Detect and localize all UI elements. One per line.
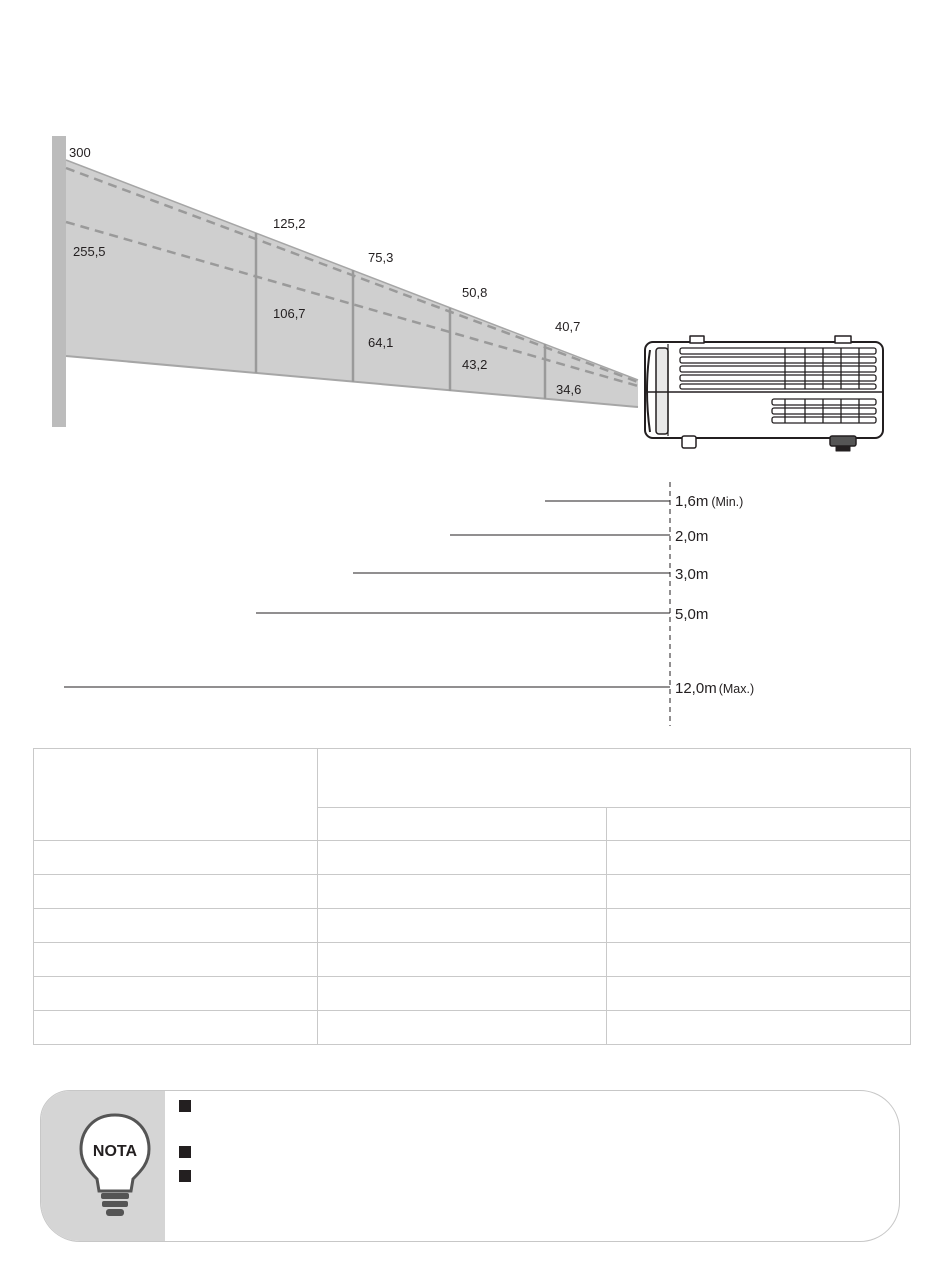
table-header-cell <box>318 749 911 808</box>
table-row <box>34 977 911 1011</box>
table-subheader-cell <box>318 808 607 841</box>
table-header-cell <box>34 749 318 841</box>
size-label-max: 50,8 <box>462 285 488 300</box>
table-row <box>34 1011 911 1045</box>
size-label-min: 255,5 <box>73 244 106 259</box>
size-label-min: 106,7 <box>273 306 306 321</box>
distance-label: 1,6m (Min.) <box>675 493 744 510</box>
size-label-min: 34,6 <box>556 382 582 397</box>
table-row <box>34 943 911 977</box>
note-label: NOTA <box>92 1143 138 1160</box>
distance-label: 12,0m (Max.) <box>675 680 755 697</box>
size-label-max: 125,2 <box>273 216 306 231</box>
distance-label: 2,0m <box>675 528 709 545</box>
size-label-max: 75,3 <box>368 250 394 265</box>
table-row <box>34 841 911 875</box>
size-label-max: 300 <box>69 145 91 160</box>
table-row <box>34 909 911 943</box>
note-bullet <box>179 1170 191 1182</box>
note-bullet <box>179 1146 191 1158</box>
note-sidebar <box>41 1091 165 1241</box>
projector-illustration <box>645 336 883 451</box>
lightbulb-note-icon <box>77 1111 153 1221</box>
size-label-min: 43,2 <box>462 357 488 372</box>
table-subheader-cell <box>607 808 911 841</box>
table-row <box>34 875 911 909</box>
distance-label: 3,0m <box>675 566 709 583</box>
projection-spec-table <box>33 748 911 1045</box>
projection-screen <box>52 136 66 427</box>
note-box <box>40 1090 900 1242</box>
distance-label: 5,0m <box>675 606 709 623</box>
note-bullet <box>179 1100 191 1112</box>
distance-lines <box>64 501 670 687</box>
size-label-max: 40,7 <box>555 319 581 334</box>
size-label-min: 64,1 <box>368 335 394 350</box>
